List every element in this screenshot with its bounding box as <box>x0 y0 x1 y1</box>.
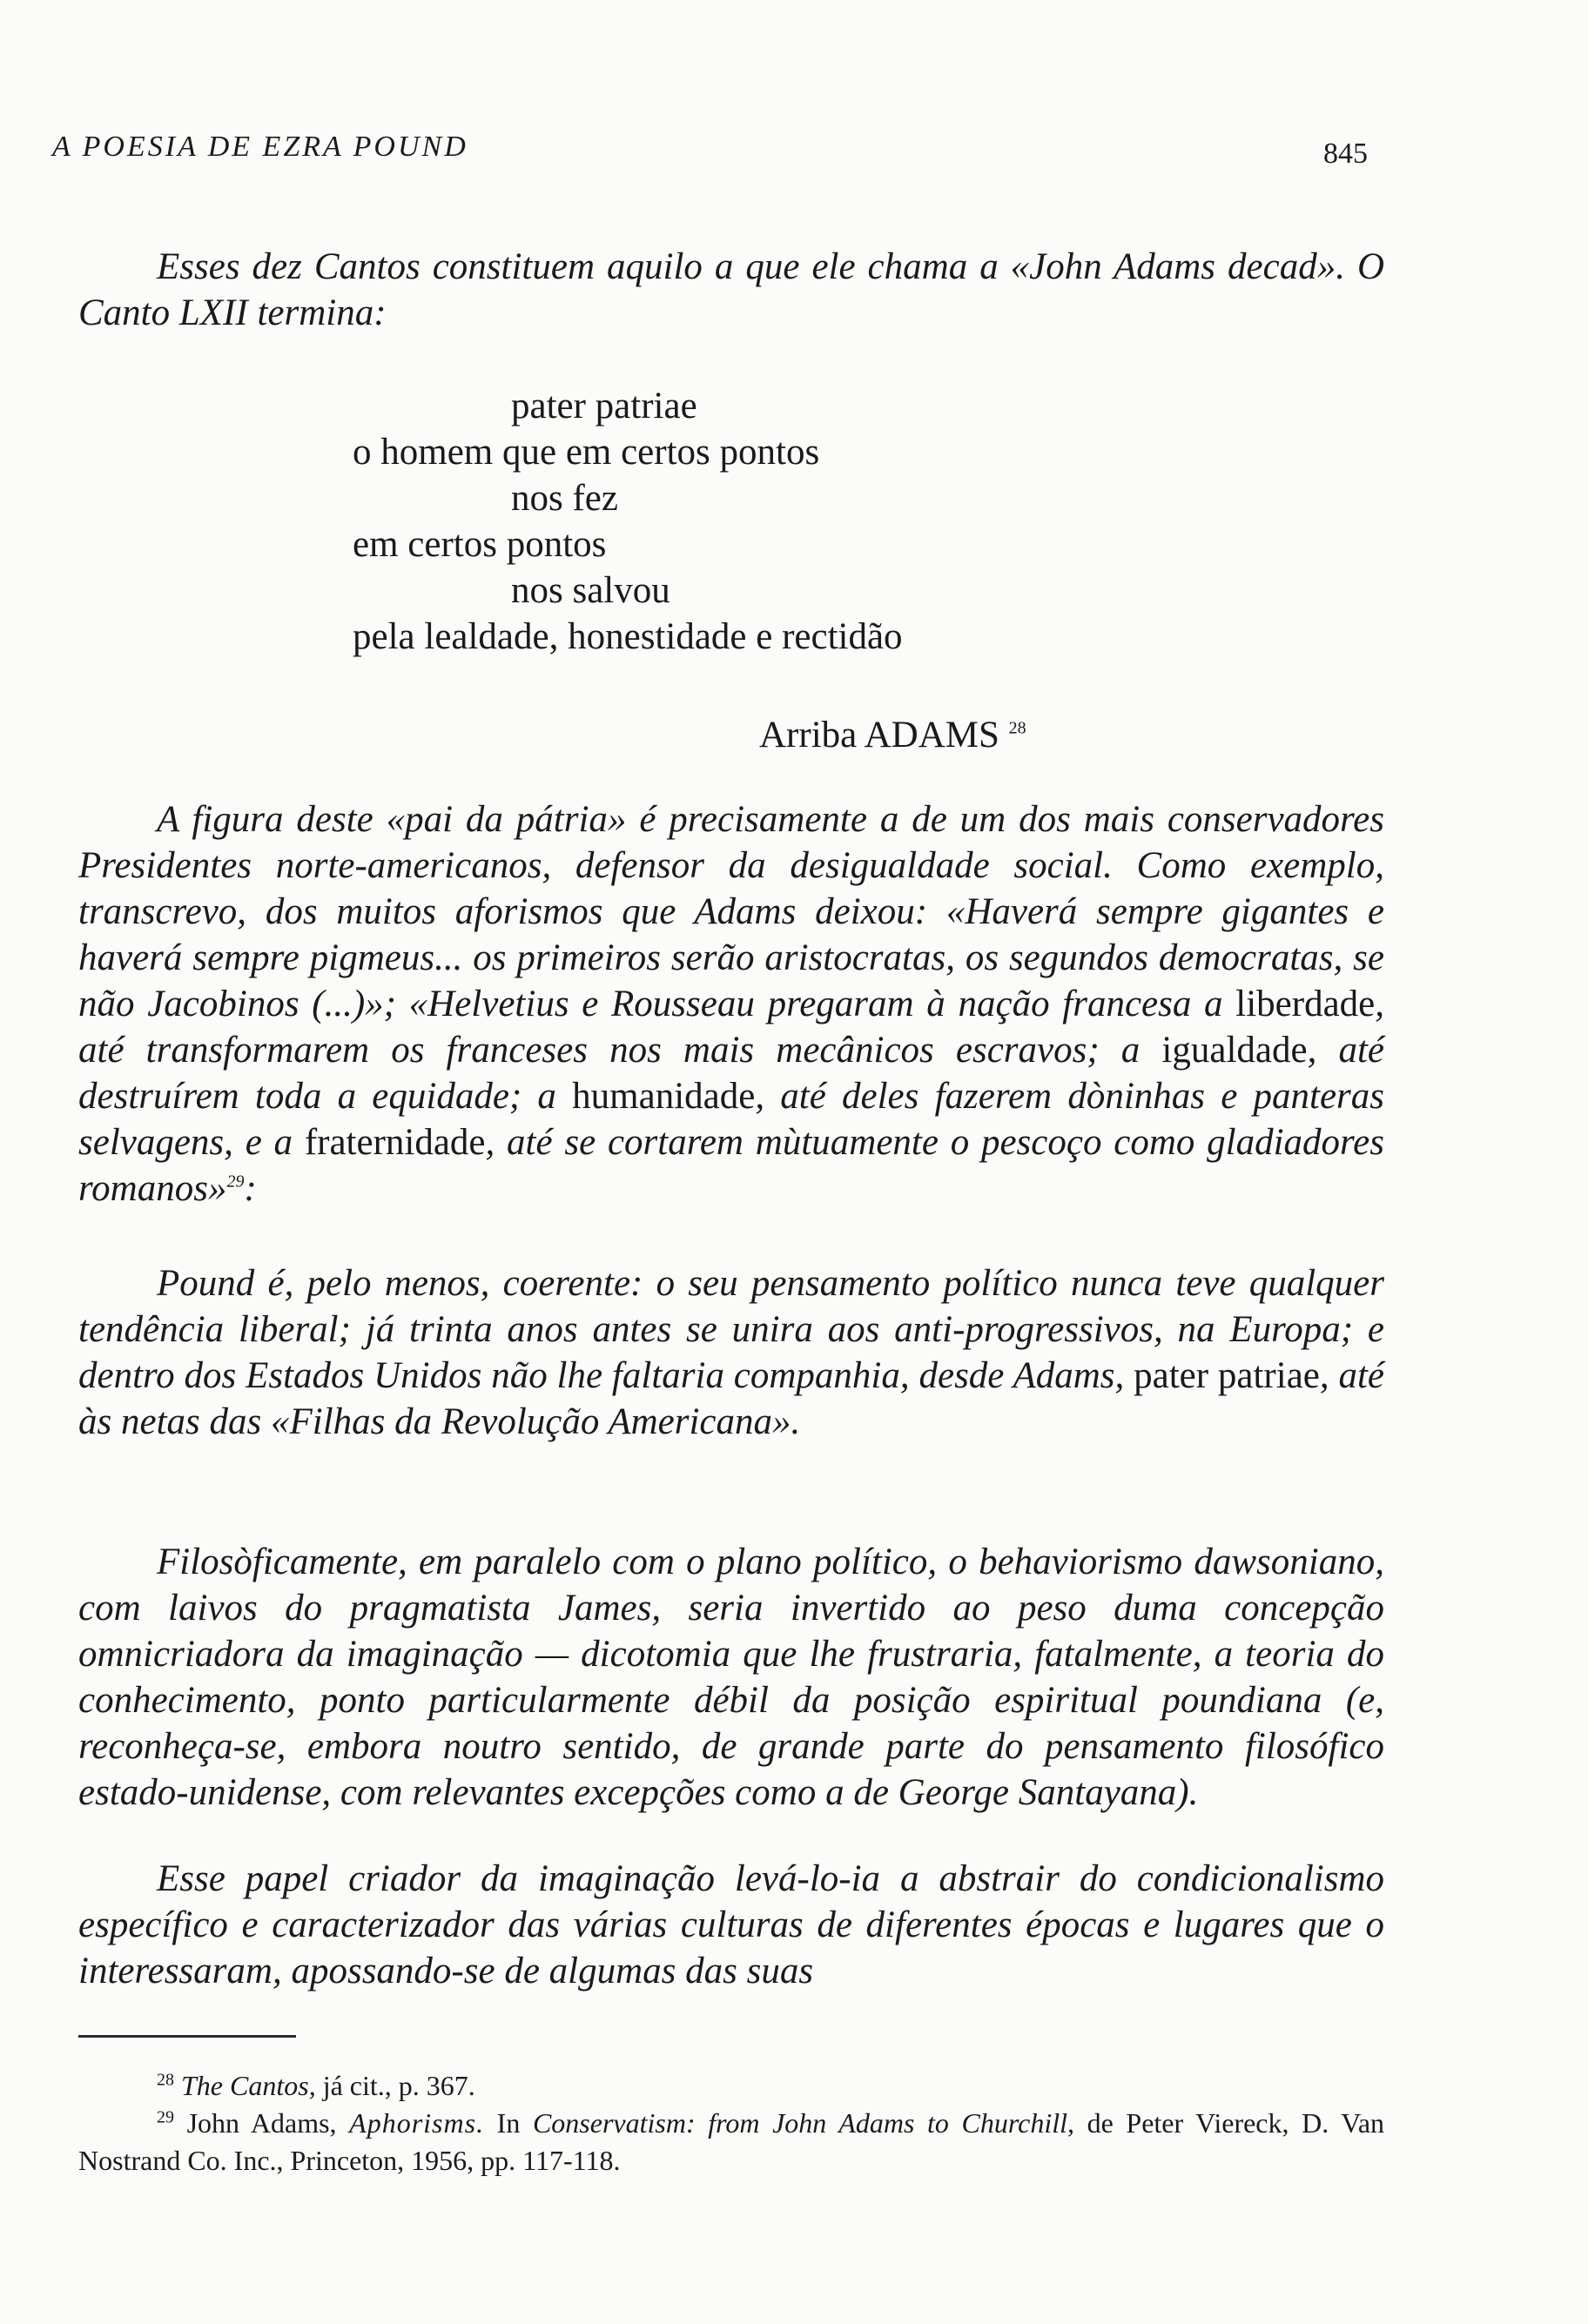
text-run-roman: pater patriae <box>1134 1355 1320 1396</box>
footnote-29 <box>78 2105 1384 2180</box>
text-run: , até deles fazerem dòninhas e panteras selvagens, e a <box>78 1076 1384 1163</box>
poem-line: em certos pontos <box>353 524 607 565</box>
paragraph-coherence <box>78 1260 1384 1445</box>
paragraph-imagination: Esse papel criador da imaginação levá-lo-ia a abstrair do condicionalismo específico e caracterizador das várias culturas de diferentes épocas e lugares que o interessaram, apossando-se de algumas das suas <box>78 1858 1384 1992</box>
footnote-text: de Peter Viereck, D. Van Nostrand Co. Inc., Princeton, 1956, pp. 117-118. <box>78 2107 1385 2176</box>
signoff-text: Arriba ADAMS <box>759 715 999 756</box>
text-run: Pound é, pelo menos, coerente: o seu pensamento político nunca teve qualquer tendência liberal; já trinta anos antes se unira aos anti-progressivos, na Europa; e dentro dos Estados Unidos não lhe faltaria companhia, desde Adams, <box>78 1263 1384 1396</box>
footnote-title: The Cantos, <box>181 2070 316 2101</box>
poem-quote <box>353 383 903 660</box>
text-run-roman: liberdade <box>1235 984 1376 1024</box>
text-run-roman: humanidade <box>572 1076 756 1117</box>
paragraph-philosophy: Filosòficamente, em paralelo com o plano político, o behaviorismo dawsoniano, com laivos do pragmatista James, seria invertido ao peso duma concepção omnicriadora da imaginação — dicotomia que lhe frustraria, fatalmente, a teoria do conhecimento, ponto particularmente débil da posição espiritual poundiana (e, reconheça-se, embora noutro sentido, de grande parte do pensamento filosófico estado-unidense, com relevantes excepções como a de George Santayana). <box>78 1541 1384 1813</box>
poem-signoff <box>759 714 1026 756</box>
text-run-roman: igualdade <box>1161 1030 1308 1071</box>
page-number: 845 <box>1323 138 1368 170</box>
footnote-text: John Adams, <box>174 2107 350 2139</box>
footnote-text: In <box>484 2107 533 2139</box>
poem-line: pela lealdade, honestidade e rectidão <box>353 616 903 657</box>
paragraph-pater-patriae <box>78 796 1384 1212</box>
paragraph-intro: Esses dez Cantos constituem aquilo a que ele chama a «John Adams decad». O Canto LXII termina: <box>78 246 1384 333</box>
footnote-title: Conservatism: from John Adams to Churchill, <box>532 2107 1074 2139</box>
text-run: , até se cortarem mùtuamente o pescoço como gladiadores romanos» <box>78 1122 1384 1209</box>
footnote-number: 29 <box>157 2107 174 2127</box>
text-run: , até às netas das «Filhas da Revolução Americana». <box>78 1355 1385 1442</box>
text-run: , até transformarem os franceses nos mais mecânicos escravos; a <box>78 984 1384 1071</box>
footnote-28 <box>78 2067 1384 2105</box>
footnote-title: Aphorisms. <box>349 2107 485 2139</box>
footnote-ref-29: 29 <box>226 1172 245 1192</box>
poem-line: nos fez <box>511 478 618 519</box>
running-header: A POESIA DE EZRA POUND <box>52 131 468 163</box>
poem-line: o homem que em certos pontos <box>353 432 820 473</box>
footnote-divider <box>78 2035 296 2038</box>
text-run: : <box>244 1168 257 1209</box>
poem-line: nos salvou <box>511 570 670 611</box>
footnote-text: já cit., p. 367. <box>315 2070 475 2101</box>
text-run: , até destruírem toda a equidade; a <box>78 1030 1384 1117</box>
footnote-ref-28: 28 <box>1008 718 1026 738</box>
footnote-number: 28 <box>157 2070 174 2090</box>
text-run: A figura deste «pai da pátria» é precisamente a de um dos mais conservadores Presidentes norte-americanos, defensor da desigualdade social. Como exemplo, transcrevo, dos muitos aforismos que Adams deixou: «Haverá sempre gigantes e haverá sempre pigmeus... os primeiros serão aristocratas, os segundos democratas, se não Jacobinos (...)»; «Helvetius e Rousseau pregaram à nação francesa a <box>78 799 1384 1024</box>
text-run-roman: fraternidade <box>304 1122 486 1163</box>
poem-line: pater patriae <box>511 386 697 427</box>
